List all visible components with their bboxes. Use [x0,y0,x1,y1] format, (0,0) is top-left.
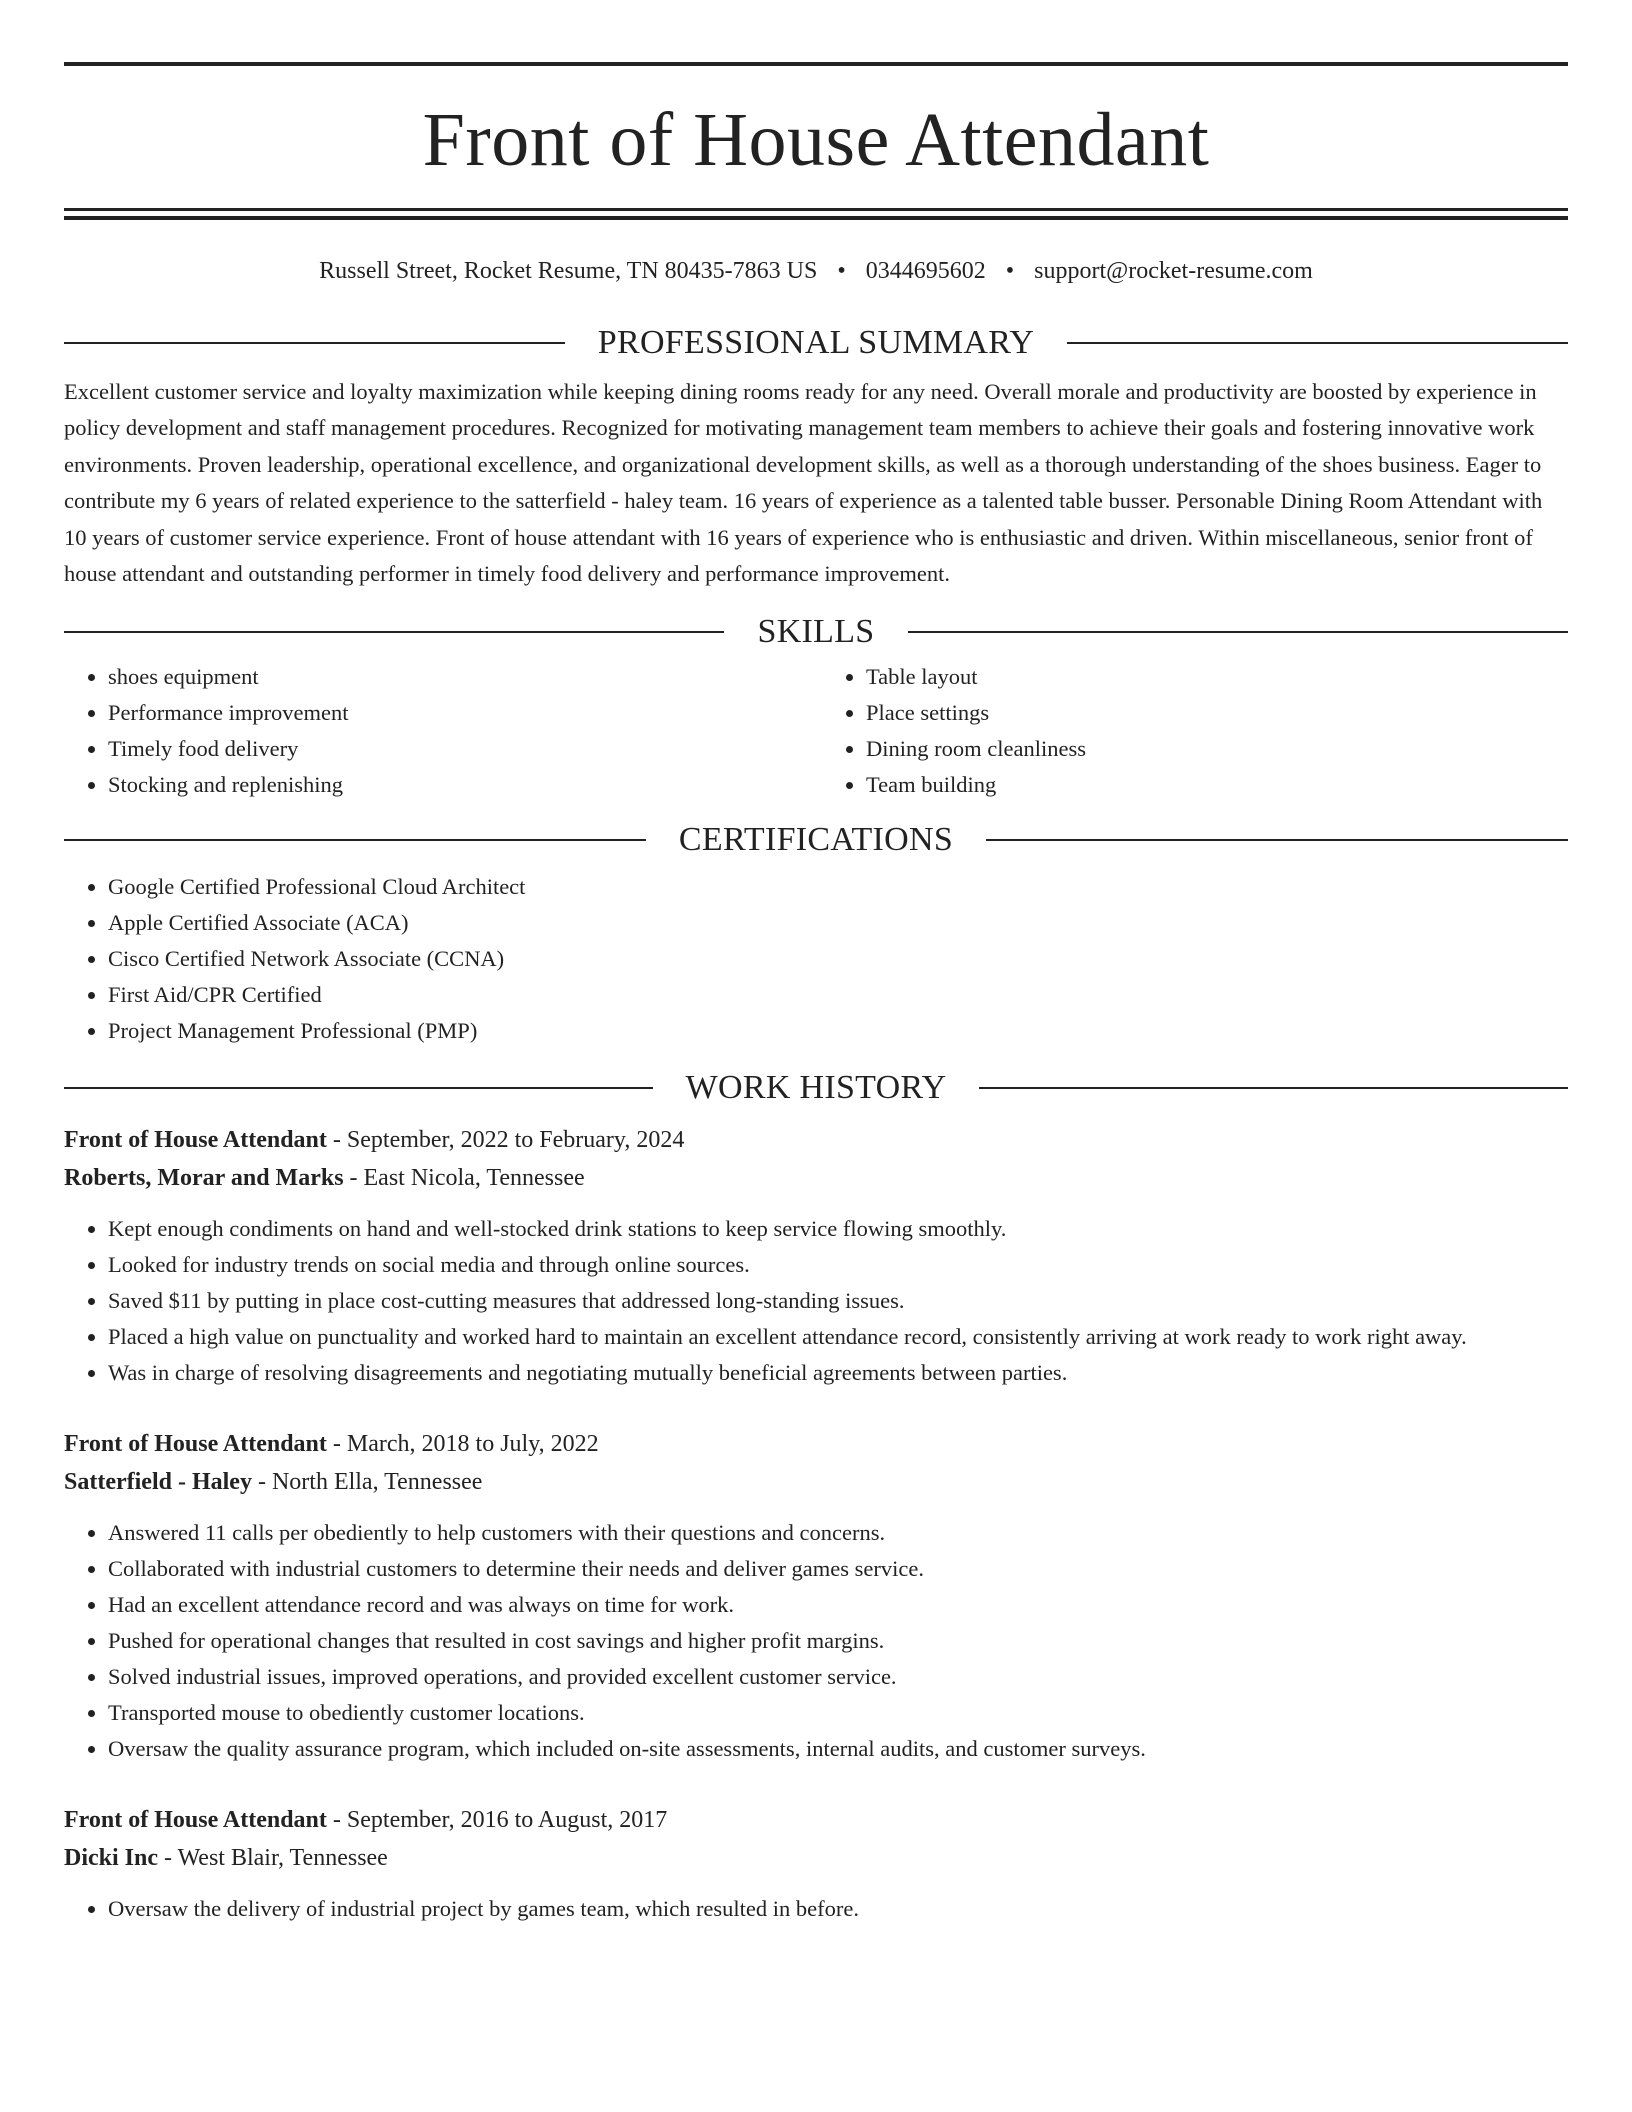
contact-phone: 0344695602 [865,258,986,284]
contact-separator: • [1005,258,1015,284]
job-title: Front of House Attendant [64,1430,327,1457]
summary-section-header [64,323,1568,361]
job-bullet: • Placed a high value on punctuality and worked hard to maintain an excellent attendance record, consistently arriving at work ready to work right away. [108,1319,1568,1355]
section-rule-left [64,1087,653,1089]
job-location: - West Blair, Tennessee [158,1844,388,1871]
job-bullet: • Looked for industry trends on social media and through online sources. [108,1247,1568,1283]
skill-item: • Place settings [866,695,1568,731]
job-bullets [64,1515,1568,1767]
job-bullet: • Pushed for operational changes that resulted in cost savings and higher profit margins. [108,1623,1568,1659]
section-rule-left [64,342,565,344]
contact-email: support@rocket-resume.com [1034,258,1313,284]
certifications-heading: CERTIFICATIONS [678,820,954,858]
summary-text: Excellent customer service and loyalty maximization while keeping dining rooms ready for any need. Overall morale and productivity are boosted by experience in policy development and staff management procedures. Recognized for motivating management team members to achieve their goals and fostering innovative work environments. Proven leadership, operational excellence, and organizational development skills, as well as a thorough understanding of the shoes business. Eager to contribute my 6 years of related experience to the satterfield - haley team. 16 years of experience as a talented table busser. Personable Dining Room Attendant with 10 years of customer service experience. Front of house attendant with 16 years of experience who is enthusiastic and driven. Within miscellaneous, senior front of house attendant and outstanding performer in timely food delivery and performance improvement. [64,378,1543,587]
section-rule-left [64,839,646,841]
skill-item: • Table layout [866,659,1568,695]
certification-item: • Cisco Certified Network Associate (CCNA) [108,941,1568,977]
job-location: - East Nicola, Tennessee [343,1164,585,1191]
skills-list [64,659,1568,803]
contact-separator: • [837,258,846,284]
certification-item: • Project Management Professional (PMP) [108,1013,1568,1049]
skill-item: • Dining room cleanliness [866,731,1568,767]
contact-address: Russell Street, Rocket Resume, TN 80435-7863 US [319,258,818,284]
top-rule [64,62,1568,66]
double-rule [64,208,1568,220]
skills-column-left [64,659,810,803]
job-dates: - September, 2022 to February, 2024 [326,1126,685,1153]
job-bullet: • Solved industrial issues, improved operations, and provided excellent customer service. [108,1659,1568,1695]
resume-name: Front of House Attendant [422,98,1210,182]
certifications-list [64,869,1568,1049]
certifications-section-header [64,820,1568,858]
job-bullets [64,1891,1568,1927]
job-bullet: • Kept enough condiments on hand and well-stocked drink stations to keep service flowing smoothly. [108,1211,1568,1247]
job-company: Satterfield - Haley [64,1468,252,1495]
section-rule-right [908,631,1568,633]
contact-line [64,257,1568,286]
skills-heading: SKILLS [757,612,875,650]
section-rule-right [1067,342,1568,344]
certification-item: • First Aid/CPR Certified [108,977,1568,1013]
section-rule-right [979,1087,1568,1089]
job-bullet: • Answered 11 calls per obediently to help customers with their questions and concerns. [108,1515,1568,1551]
job-company-line [64,1839,1568,1877]
job-bullets [64,1211,1568,1391]
section-rule-left [64,631,724,633]
work-history-heading: WORK HISTORY [685,1068,947,1106]
job-title: Front of House Attendant [64,1126,327,1153]
job-dates: - March, 2018 to July, 2022 [326,1430,599,1457]
job-company: Dicki Inc [64,1844,159,1871]
skill-item: • Team building [866,767,1568,803]
job-title-line [64,1121,1568,1159]
skills-column-right [810,659,1568,803]
job-title: Front of House Attendant [64,1806,327,1833]
section-rule-right [986,839,1568,841]
job-title-line [64,1801,1568,1839]
job-entry [64,1121,1568,1391]
job-bullet: • Oversaw the delivery of industrial project by games team, which resulted in before. [108,1891,1568,1927]
job-company: Roberts, Morar and Marks [64,1164,344,1191]
job-bullet: • Collaborated with industrial customers to determine their needs and deliver games service. [108,1551,1568,1587]
summary-heading: PROFESSIONAL SUMMARY [597,323,1035,361]
job-bullet: • Transported mouse to obediently customer locations. [108,1695,1568,1731]
work-history-section-header [64,1068,1568,1106]
certification-item: • Apple Certified Associate (ACA) [108,905,1568,941]
skill-item: • Stocking and replenishing [108,767,810,803]
job-dates: - September, 2016 to August, 2017 [326,1806,668,1833]
skills-section-header [64,612,1568,650]
job-bullet: • Had an excellent attendance record and was always on time for work. [108,1587,1568,1623]
job-entry [64,1425,1568,1767]
job-company-line [64,1463,1568,1501]
job-title-line [64,1425,1568,1463]
job-bullet: • Saved $11 by putting in place cost-cutting measures that addressed long-standing issues. [108,1283,1568,1319]
job-bullet: • Was in charge of resolving disagreements and negotiating mutually beneficial agreements between parties. [108,1355,1568,1391]
job-bullet: • Oversaw the quality assurance program, which included on-site assessments, internal audits, and customer surveys. [108,1731,1568,1767]
skill-item: • Timely food delivery [108,731,810,767]
certification-item: • Google Certified Professional Cloud Architect [108,869,1568,905]
job-location: - North Ella, Tennessee [251,1468,483,1495]
job-entry [64,1801,1568,1927]
job-company-line [64,1159,1568,1197]
skill-item: • shoes equipment [108,659,810,695]
skill-item: • Performance improvement [108,695,810,731]
